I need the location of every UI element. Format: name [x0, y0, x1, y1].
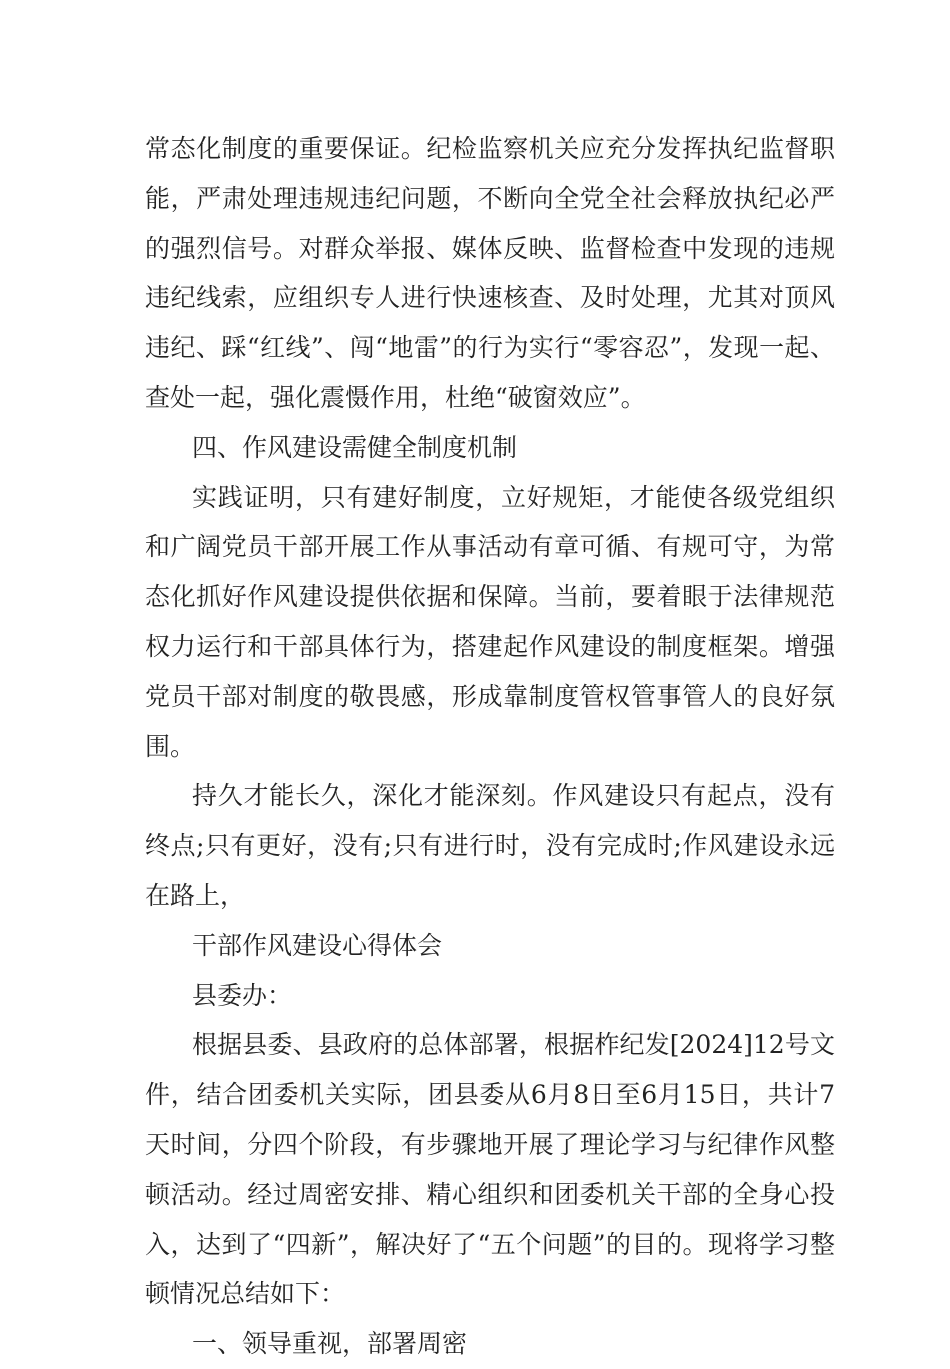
section-heading-leadership: 一、领导重视，部署周密 — [192, 1329, 468, 1359]
section-heading-institution: 四、作风建设需健全制度机制 — [192, 432, 518, 462]
paragraph-institution-building: 实践证明，只有建好制度，立好规矩，才能使各级党组织和广阔党员干部开展工作从事活动有章可循、有规可守，为常态化抓好作风建设提供依据和保障。当前，要着眼于法律规范权力运行和干部具体行为，搭建起作风建设的制度框架。增强党员干部对制度的敬畏感，形成靠制度管权管事管人的良好氛围。 — [145, 482, 835, 761]
paragraph-discipline-enforcement: 常态化制度的重要保证。纪检监察机关应充分发挥执纪监督职能，严肃处理违规违纪问题，不断向全党全社会释放执纪必严的强烈信号。对群众举报、媒体反映、监督检查中发现的违规违纪线索，应组织专人进行快速核查、及时处理，尤其对顶风违纪、踩“红线”、闯“地雷”的行为实行“零容忍”，发现一起、查处一起，强化震慑作用，杜绝“破窗效应”。 — [145, 134, 835, 412]
paragraph-overview: 根据县委、县政府的总体部署，根据柞纪发[2024]12号文件，结合团委机关实际，团县委从6月8日至6月15日，共计7天时间，分四个阶段，有步骤地开展了理论学习与纪律作风整顿活动。经过周密安排、精心组织和团委机关干部的全身心投入，达到了“四新”，解决好了“五个问题”的目的。现将学习整顿情况总结如下： — [145, 1030, 835, 1309]
document-subtitle: 干部作风建设心得体会 — [192, 930, 443, 960]
salutation: 县委办： — [192, 980, 293, 1010]
paragraph-perseverance: 持久才能长久，深化才能深刻。作风建设只有起点，没有终点;只有更好，没有;只有进行时，没有完成时;作风建设永远在路上， — [145, 781, 835, 910]
document-body — [145, 124, 835, 1369]
